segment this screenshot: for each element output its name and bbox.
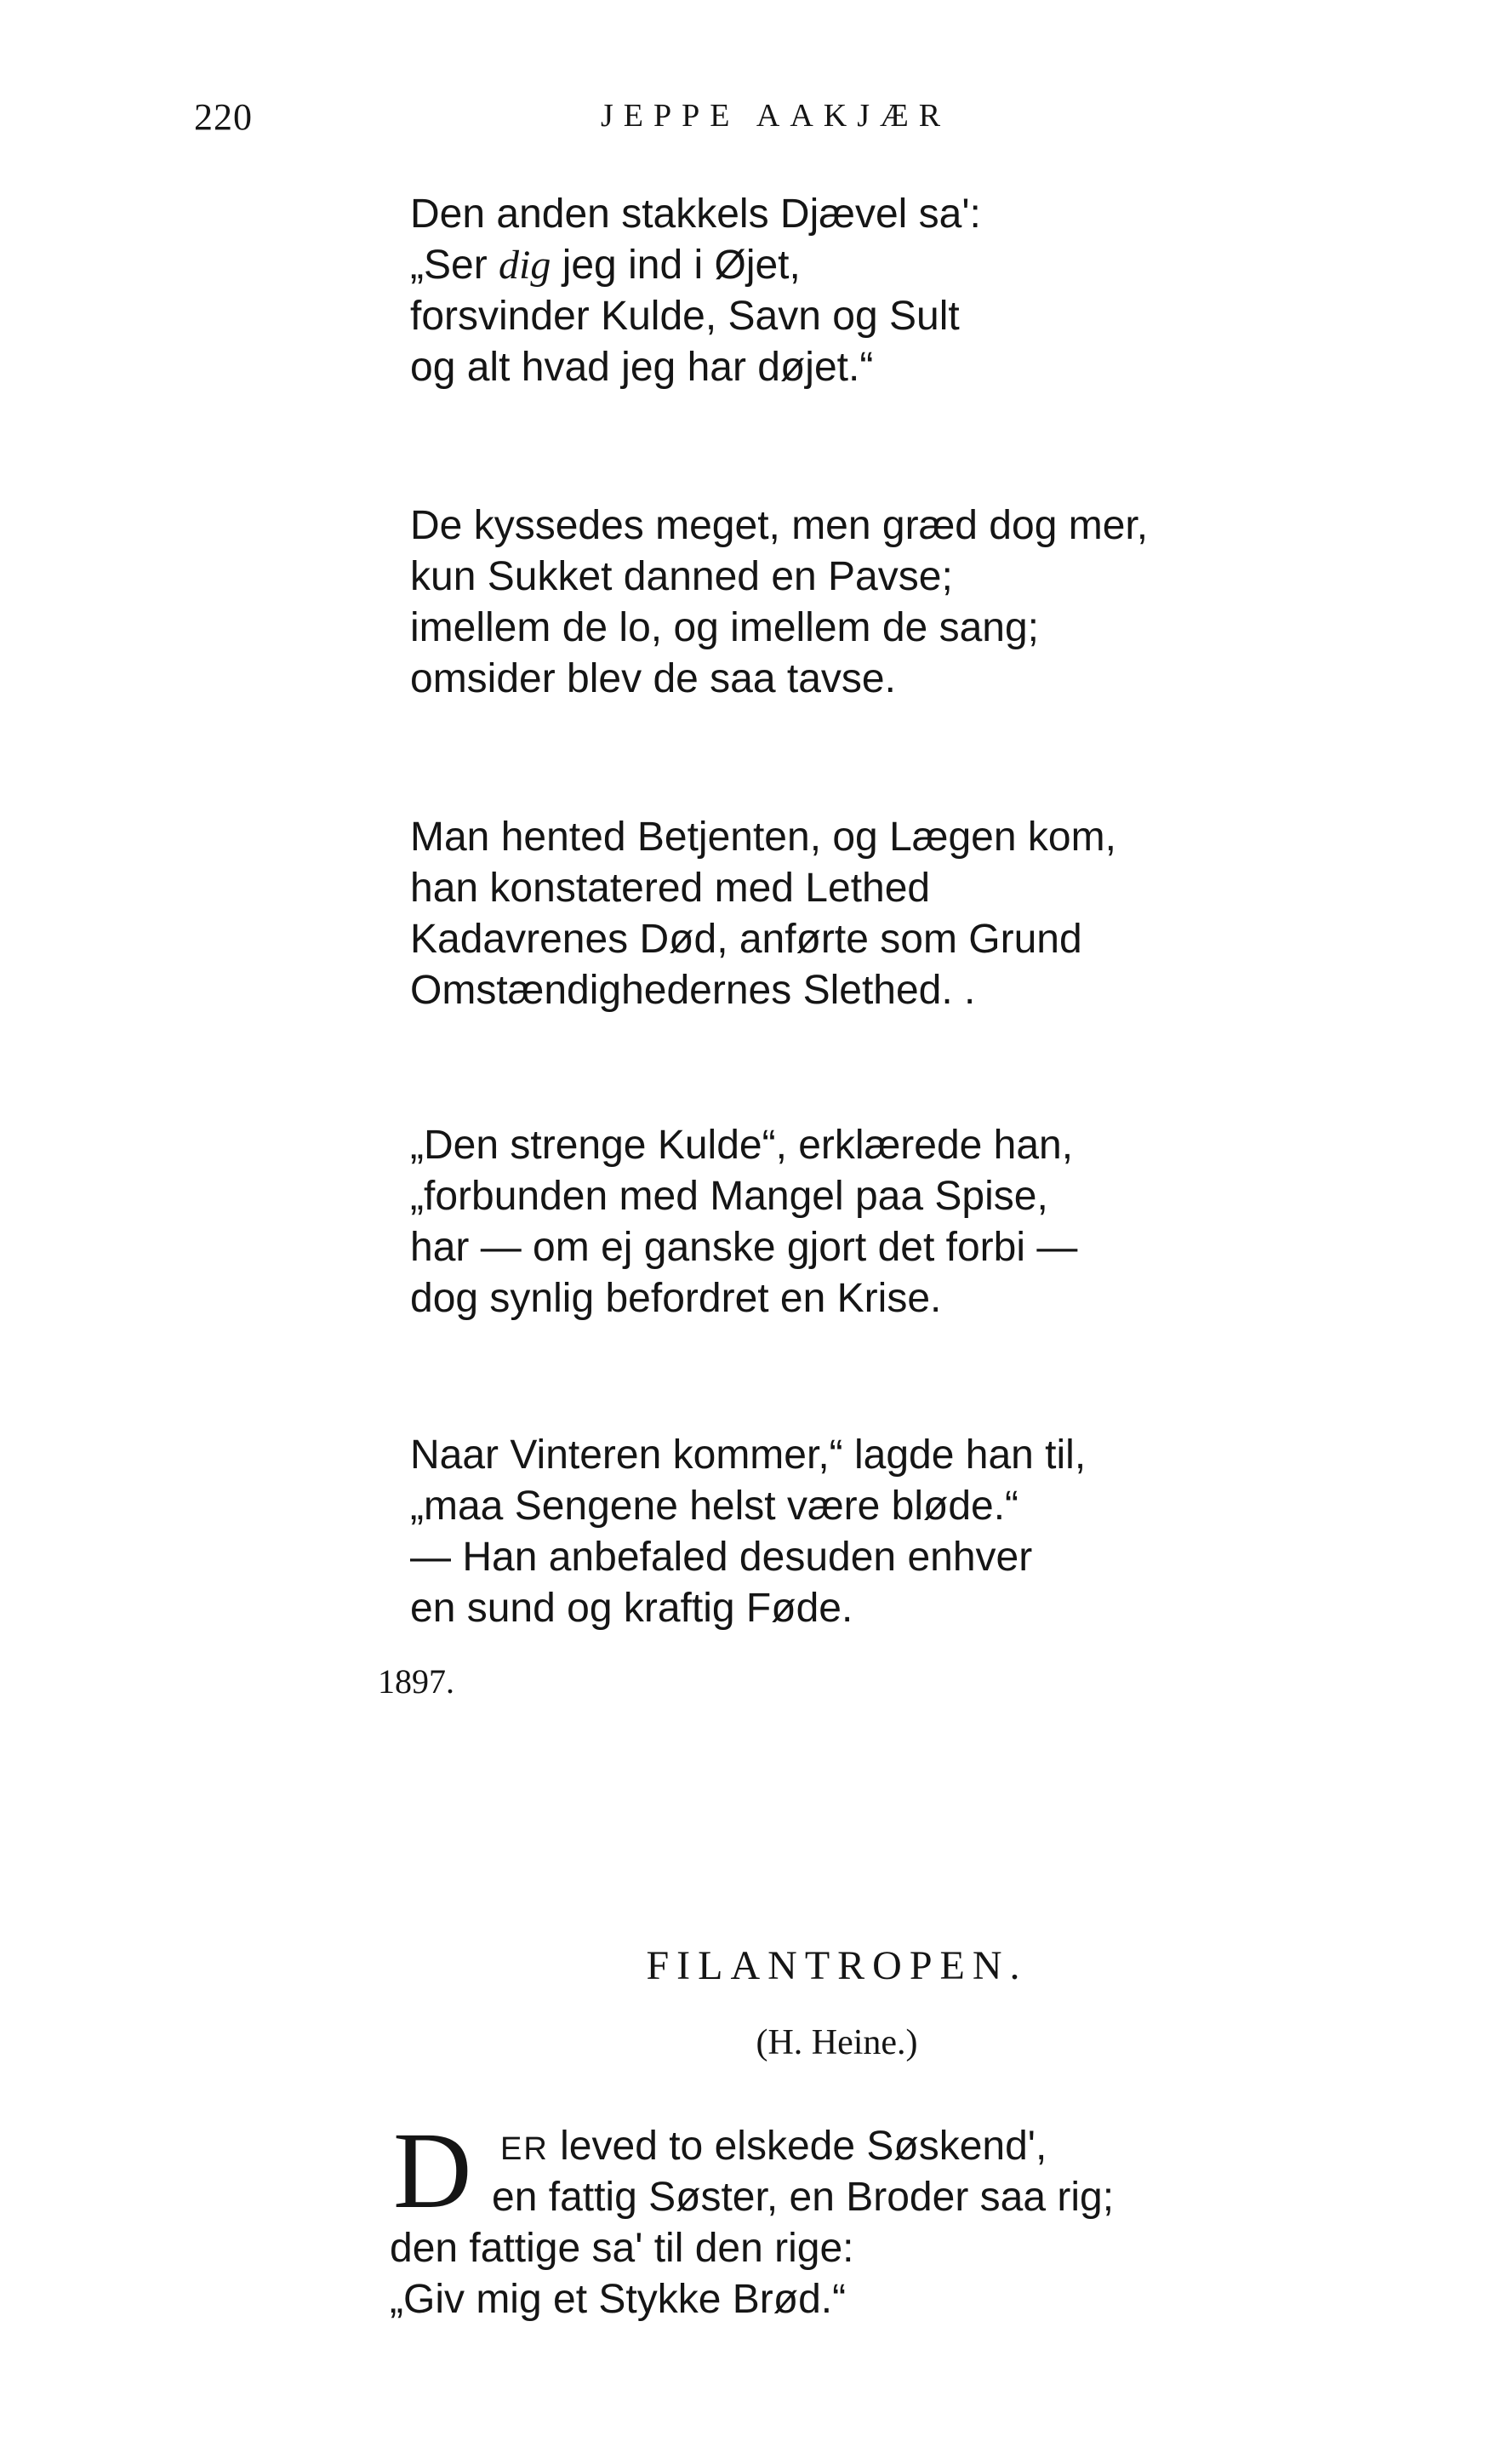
opening-line-1 (500, 2121, 1047, 2172)
opening-text: leved to elskede Søskend', (548, 2124, 1047, 2169)
stanza-line: forsvinder Kulde, Savn og Sult (410, 294, 960, 339)
poem-title: FILANTROPEN. (646, 1943, 1028, 1988)
stanza-line: en fattig Søster, en Broder saa rig; (492, 2175, 1115, 2220)
stanza-line: den fattige sa' til den rige: (390, 2226, 854, 2271)
stanza-3 (410, 812, 1116, 1016)
poem-author: (H. Heine.) (756, 2023, 918, 2062)
stanza-line: og alt hvad jeg har døjet.“ (410, 345, 874, 390)
stanza-line: imellem de lo, og imellem de sang; (410, 605, 1040, 650)
stanza-line: „Den strenge Kulde“, erklærede han, (410, 1123, 1074, 1168)
stanza-line: „forbunden med Mangel paa Spise, (410, 1174, 1048, 1219)
running-head: JEPPE AAKJÆR (601, 98, 951, 134)
stanza-line: Omstændighedernes Slethed. . (410, 968, 976, 1013)
stanza-line: omsider blev de saa tavse. (410, 656, 896, 701)
stanza-line: — Han anbefaled desuden enhver (410, 1535, 1033, 1580)
poem-year: 1897. (378, 1662, 454, 1701)
stanza-line: „Ser dig jeg ind i Øjet, (410, 243, 801, 288)
stanza-4 (410, 1120, 1077, 1324)
stanza-5 (410, 1430, 1086, 1634)
stanza-line: De kyssedes meget, men græd dog mer, (410, 503, 1149, 548)
stanza-line: kun Sukket danned en Pavse; (410, 554, 953, 599)
opening-lines-rest (390, 2223, 854, 2325)
stanza-line: han konstatered med Lethed (410, 866, 931, 911)
drop-cap: D (393, 2110, 472, 2231)
stanza-line: Kadavrenes Død, anførte som Grund (410, 917, 1082, 962)
stanza-line: Man hented Betjenten, og Lægen kom, (410, 815, 1116, 860)
stanza-line: dog synlig befordret en Krise. (410, 1276, 942, 1321)
stanza-line: har — om ej ganske gjort det forbi — (410, 1225, 1078, 1270)
small-caps-rest: ER (500, 2131, 549, 2167)
opening-line-2 (492, 2172, 1114, 2223)
stanza-line: „maa Sengene helst være bløde.“ (410, 1484, 1019, 1529)
stanza-line: Naar Vinteren kommer,“ lagde han til, (410, 1432, 1087, 1478)
stanza-line: Den anden stakkels Djævel sa': (410, 192, 981, 237)
stanza-2 (410, 500, 1148, 705)
page-number: 220 (194, 96, 253, 138)
stanza-line: en sund og kraftig Føde. (410, 1586, 853, 1631)
stanza-1 (410, 189, 981, 393)
stanza-line: „Giv mig et Stykke Brød.“ (390, 2277, 847, 2322)
